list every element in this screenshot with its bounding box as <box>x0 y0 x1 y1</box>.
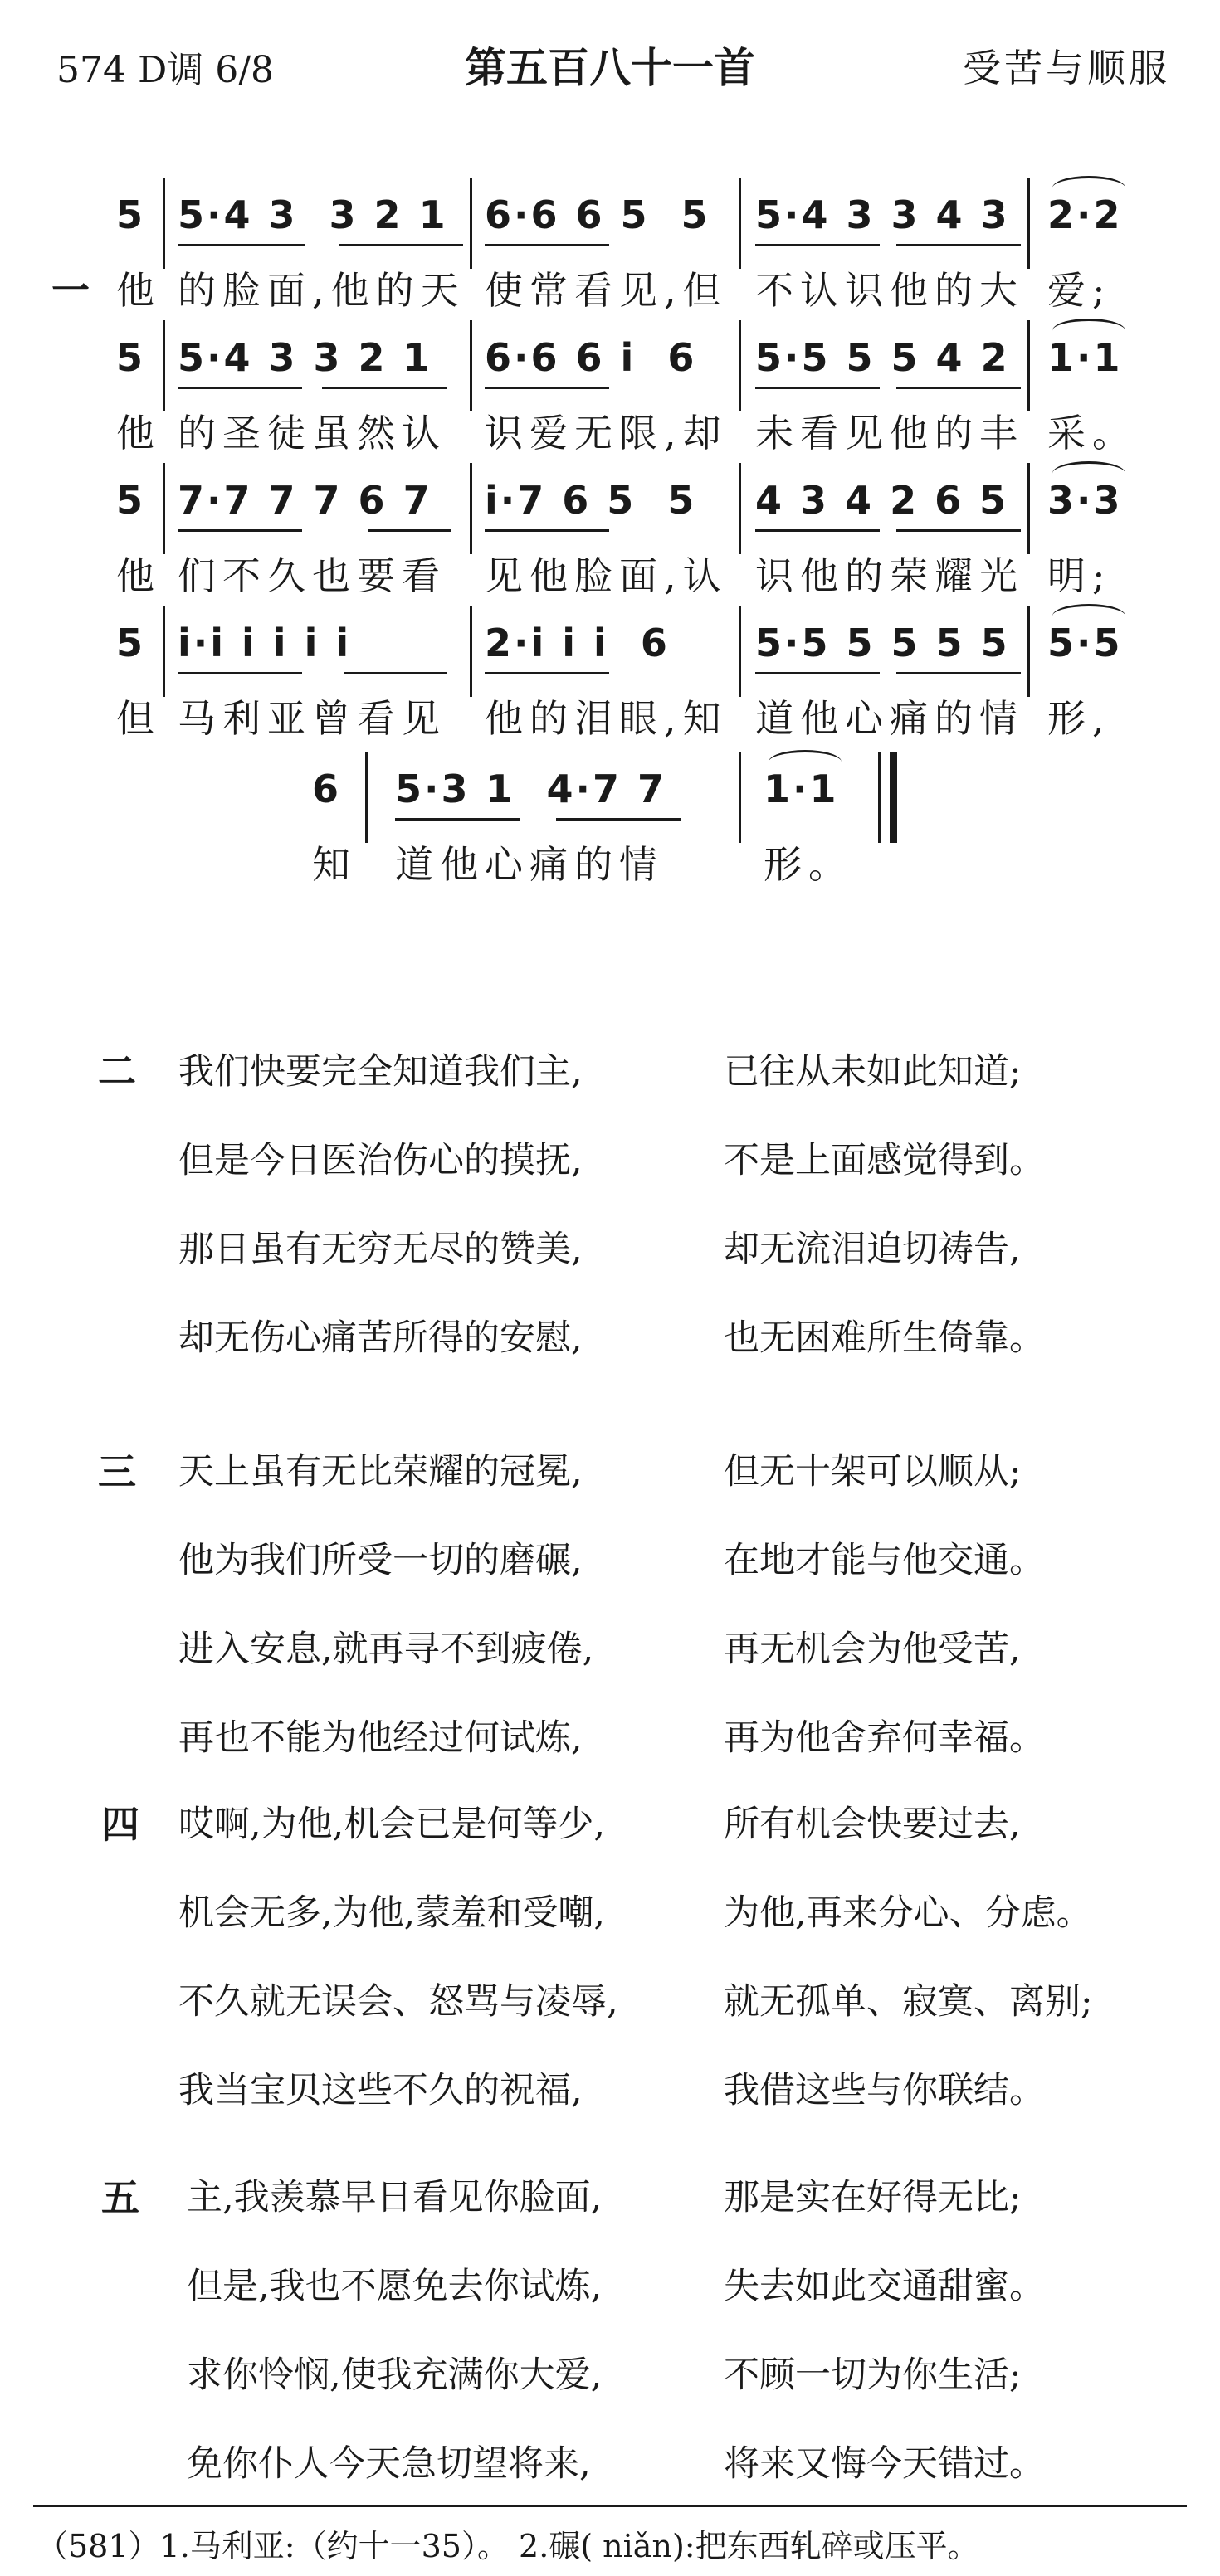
verse-line: 主,我羡慕早日看见你脸面, <box>187 2177 603 2218</box>
measure-lyrics: 形, <box>1047 696 1111 741</box>
beam <box>344 672 447 674</box>
barline <box>739 752 741 843</box>
measure-notes: 5 <box>116 192 146 237</box>
measure-notes: 2·2 <box>1047 192 1123 237</box>
measure-notes: 5·4 3 3 4 3 <box>755 192 1010 237</box>
measure-lyrics: 的圣徒虽然认 <box>178 411 447 455</box>
measure-notes: i·i i i i i <box>178 621 352 665</box>
measure-lyrics: 他 <box>116 553 161 598</box>
barline <box>470 320 472 411</box>
verse-line: 已往从未如此知道; <box>724 1051 1022 1093</box>
verse-number: 四 <box>101 1802 139 1847</box>
beam <box>485 244 609 246</box>
beam <box>485 387 609 389</box>
barline <box>163 320 165 411</box>
measure-lyrics: 见他脸面,认 <box>485 553 728 598</box>
verse-line: 再也不能为他经过何试炼, <box>178 1717 583 1759</box>
measure-lyrics: 知 <box>312 842 357 887</box>
hymn-number-key: 574 D调 6/8 <box>56 49 275 91</box>
page-title: 第五百八十一首 <box>465 44 755 92</box>
verse-line: 不是上面感觉得到。 <box>724 1140 1045 1181</box>
measure-notes: 6·6 6 5 5 <box>485 192 710 237</box>
verse-line: 所有机会快要过去, <box>724 1804 1021 1845</box>
footnote-divider <box>33 2505 1187 2507</box>
verse-line: 天上虽有无比荣耀的冠冕, <box>178 1451 583 1493</box>
verse-line: 他为我们所受一切的磨碾, <box>178 1540 583 1581</box>
beam <box>755 387 880 389</box>
verse-line: 失去如此交通甜蜜。 <box>724 2266 1045 2307</box>
verse-line: 那日虽有无穷无尽的赞美, <box>178 1229 583 1270</box>
beam <box>556 818 681 821</box>
verse-line: 再无机会为他受苦, <box>724 1629 1021 1670</box>
beam <box>178 244 305 246</box>
verse-line: 机会无多,为他,蒙羞和受嘲, <box>178 1892 606 1934</box>
verse-line: 却无伤心痛苦所得的安慰, <box>178 1317 583 1359</box>
measure-notes: 5·4 3 3 2 1 <box>178 335 432 380</box>
verse-line: 也无困难所生倚靠。 <box>724 1317 1045 1359</box>
measure-notes: 5·4 3 3 2 1 <box>178 192 448 237</box>
verse-line: 那是实在好得无比; <box>724 2177 1022 2218</box>
measure-notes: 7·7 7 7 6 7 <box>178 478 432 523</box>
verse-line: 我当宝贝这些不久的祝福, <box>178 2070 583 2111</box>
measure-lyrics: 道他心痛的情 <box>755 696 1024 741</box>
beam <box>368 529 451 532</box>
verse-line: 哎啊,为他,机会已是何等少, <box>178 1804 606 1845</box>
final-barline-thick <box>890 752 897 843</box>
barline <box>470 178 472 269</box>
barline <box>1027 178 1030 269</box>
barline <box>470 606 472 697</box>
measure-notes: 4 3 4 2 6 5 <box>755 478 1009 523</box>
verse-line: 就无孤单、寂寞、离别; <box>724 1981 1093 2023</box>
measure-lyrics: 爱; <box>1047 268 1112 313</box>
measure-notes: 5·5 <box>1047 621 1123 665</box>
beam <box>896 529 1021 532</box>
measure-lyrics: 不认识他的大 <box>755 268 1024 313</box>
beam <box>485 672 609 674</box>
measure-notes: 5·3 1 4·7 7 <box>395 767 667 811</box>
verse-line: 再为他舍弃何幸福。 <box>724 1717 1045 1759</box>
measure-notes: 5 <box>116 478 146 523</box>
verse-line: 为他,再来分心、分虑。 <box>724 1892 1092 1934</box>
barline <box>739 606 741 697</box>
barline <box>1027 463 1030 554</box>
barline <box>163 463 165 554</box>
barline <box>163 178 165 269</box>
verse-line: 我们快要完全知道我们主, <box>178 1051 583 1093</box>
measure-notes: 2·i i i 6 <box>485 621 670 665</box>
verse-line: 但是,我也不愿免去你试炼, <box>187 2266 603 2307</box>
measure-lyrics: 但 <box>116 696 161 741</box>
barline <box>1027 320 1030 411</box>
measure-lyrics: 他 <box>116 268 161 313</box>
measure-notes: 5·5 5 5 4 2 <box>755 335 1010 380</box>
beam <box>755 529 880 532</box>
verse-line: 我借这些与你联结。 <box>724 2070 1045 2111</box>
measure-lyrics: 使常看见,但 <box>485 268 728 313</box>
verse-line: 但无十架可以顺从; <box>724 1451 1022 1493</box>
beam <box>322 387 447 389</box>
verse-number: 五 <box>101 2175 139 2220</box>
verse-line: 但是今日医治伤心的摸抚, <box>178 1140 583 1181</box>
beam <box>896 387 1021 389</box>
verse-number: 二 <box>98 1049 136 1093</box>
verse-line: 免你仆人今天急切望将来, <box>187 2443 591 2485</box>
measure-notes: 5 <box>116 335 146 380</box>
beam <box>178 672 302 674</box>
measure-lyrics: 他 <box>116 411 161 455</box>
beam <box>178 529 302 532</box>
barline <box>739 178 741 269</box>
verse-line: 却无流泪迫切祷告, <box>724 1229 1021 1270</box>
measure-notes: 5·5 5 5 5 5 <box>755 621 1010 665</box>
barline <box>365 752 368 843</box>
measure-lyrics: 他的泪眼,知 <box>485 696 728 741</box>
final-barline-thin <box>878 752 881 843</box>
barline <box>163 606 165 697</box>
verse-line: 不久就无误会、怒骂与凌辱, <box>178 1981 618 2023</box>
barline <box>470 463 472 554</box>
beam <box>395 818 520 821</box>
beam <box>339 244 463 246</box>
measure-notes: 3·3 <box>1047 478 1123 523</box>
verse-number: 一 <box>51 268 90 313</box>
measure-lyrics: 道他心痛的情 <box>395 842 664 887</box>
verse-line: 将来又悔今天错过。 <box>724 2443 1045 2485</box>
measure-notes: 5 <box>116 621 146 665</box>
beam <box>896 244 1021 246</box>
barline <box>1027 606 1030 697</box>
measure-lyrics: 形。 <box>764 842 853 887</box>
measure-notes: 1·1 <box>1047 335 1123 380</box>
beam <box>755 244 880 246</box>
beam <box>755 672 880 674</box>
measure-lyrics: 采。 <box>1047 411 1137 455</box>
measure-lyrics: 们不久也要看 <box>178 553 447 598</box>
measure-lyrics: 未看见他的丰 <box>755 411 1024 455</box>
verse-line: 求你怜悯,使我充满你大爱, <box>187 2354 603 2396</box>
measure-notes: i·7 6 5 5 <box>485 478 697 523</box>
verse-number: 三 <box>98 1449 136 1494</box>
barline <box>739 463 741 554</box>
verse-line: 进入安息,就再寻不到疲倦, <box>178 1629 594 1670</box>
footnote: （581）1.马利亚:（约十一35）。 2.碾( niǎn):把东西轧碎或压平。 <box>37 2528 979 2564</box>
measure-lyrics: 识他的荣耀光 <box>755 553 1024 598</box>
beam <box>178 387 302 389</box>
verse-line: 不顾一切为你生活; <box>724 2354 1022 2396</box>
measure-notes: 6 <box>312 767 342 811</box>
barline <box>739 320 741 411</box>
measure-lyrics: 识爱无限,却 <box>485 411 728 455</box>
measure-lyrics: 明; <box>1047 553 1112 598</box>
verse-line: 在地才能与他交通。 <box>724 1540 1045 1581</box>
beam <box>485 529 609 532</box>
measure-lyrics: 的脸面,他的天 <box>178 268 466 313</box>
measure-lyrics: 马利亚曾看见 <box>178 696 447 741</box>
beam <box>896 672 1021 674</box>
measure-notes: 6·6 6 i 6 <box>485 335 697 380</box>
hymn-category: 受苦与顺服 <box>963 46 1170 90</box>
measure-notes: 1·1 <box>764 767 839 811</box>
